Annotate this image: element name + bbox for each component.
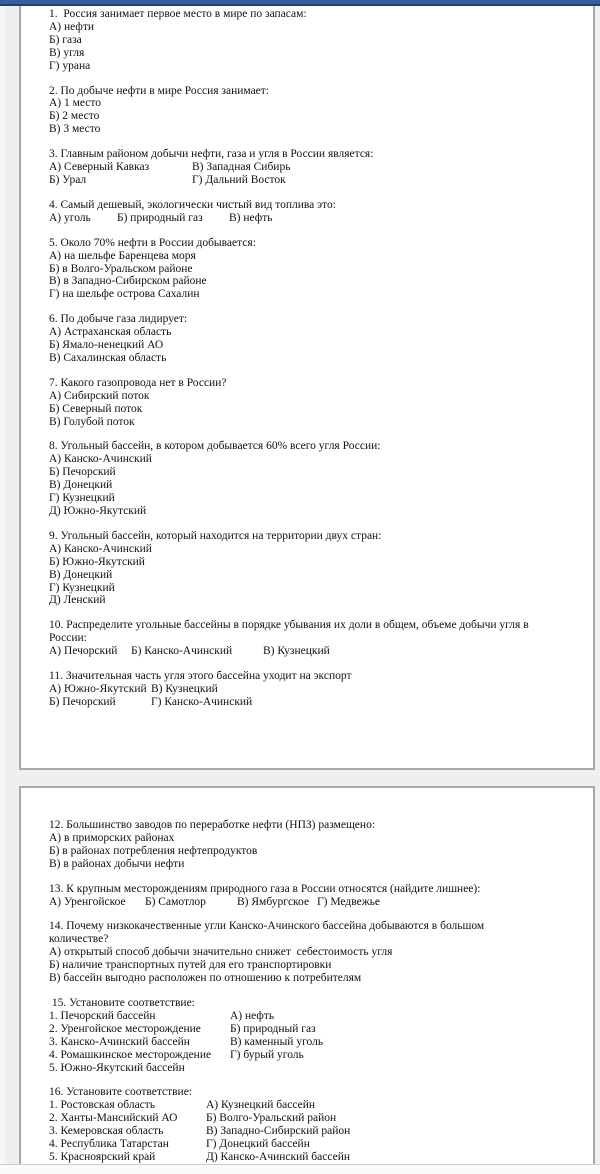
question-line: 5. Около 70% нефти в России добывается: (49, 236, 256, 249)
question-line: 14. Почему низкокачественные угли Канско-Ачинского бассейна добываются в большом (49, 920, 485, 933)
question-line (49, 1125, 581, 1138)
option-cell: 4. Республика Татарстан (49, 1138, 169, 1151)
option-cell: В) Западная Сибирь (192, 161, 291, 174)
question-line: 8. Угольный бассейн, в котором добывается 60% всего угля России: (49, 440, 381, 453)
question-block (49, 997, 581, 1074)
question-line: А) 1 место (49, 97, 102, 110)
option-cell: Г) Донецкий бассейн (206, 1138, 310, 1151)
question-block (49, 920, 581, 985)
question-block (49, 377, 581, 429)
question-line: Г) на шельфе острова Сахалин (49, 288, 200, 301)
document-page-1 (19, 6, 595, 770)
question-line: 3. Главным районом добычи нефти, газа и угля в России является: (49, 148, 374, 161)
page-1-content (21, 6, 593, 709)
option-cell: Б) Печорский (49, 695, 116, 708)
option-cell: В) нефть (229, 211, 273, 224)
question-line: В) в районах добычи нефти (49, 857, 185, 870)
option-cell: Б) природный газ (117, 211, 203, 224)
question-line: Д) Южно-Якутский (49, 505, 147, 517)
question-line: Б) Ямало-ненецкий АО (49, 339, 164, 352)
question-block (49, 440, 581, 517)
question-line: России: (49, 632, 87, 645)
question-block (49, 819, 581, 871)
question-line: 1. Россия занимает первое место в мире по запасам: (49, 8, 307, 20)
option-cell: А) Уренгойское (49, 895, 126, 908)
question-line (49, 212, 581, 225)
question-line: Б) Южно-Якутский (49, 555, 145, 568)
question-line (49, 696, 581, 709)
question-block (49, 85, 581, 137)
question-block (49, 237, 581, 302)
question-line: Г) Кузнецкий (49, 492, 115, 505)
question-line: 12. Большинство заводов по переработке нефти (НПЗ) размещено: (49, 819, 376, 831)
question-line: 4. Самый дешевый, экологически чистый вид топлива это: (49, 198, 336, 211)
option-cell: В) каменный уголь (230, 1035, 324, 1048)
question-line (49, 1112, 581, 1125)
question-line: А) на шельфе Баренцева моря (49, 249, 196, 262)
option-cell: 2. Ханты-Мансийский АО (49, 1112, 178, 1125)
question-line: 10. Распределите угольные бассейны в порядке убывания их доли в общем, объеме добычи угля в (49, 619, 529, 632)
question-line: А) Астраханская область (49, 326, 172, 339)
question-line (49, 1036, 581, 1049)
option-cell: А) уголь (49, 211, 91, 224)
question-line (49, 1099, 581, 1112)
question-line: В) Донецкий (49, 568, 113, 581)
option-cell: Б) Урал (49, 173, 87, 186)
question-line (49, 1138, 581, 1151)
question-line: Д) Ленский (49, 594, 106, 607)
question-line (49, 1010, 581, 1023)
question-line: Б) Печорский (49, 466, 116, 479)
question-line: 6. По добыче газа лидирует: (49, 313, 188, 326)
question-block (49, 883, 581, 909)
question-line: А) в приморских районах (49, 831, 175, 844)
option-cell: А) Печорский (49, 645, 118, 658)
horizontal-scrollbar-track[interactable] (0, 1164, 600, 1174)
question-line: количестве? (49, 933, 109, 946)
question-line: В) 3 место (49, 123, 101, 136)
option-cell: В) Кузнецкий (151, 682, 218, 695)
question-line: В) угля (49, 46, 85, 59)
option-cell: В) Западно-Сибирский район (206, 1125, 351, 1138)
question-line: Г) урана (49, 59, 91, 72)
question-line: А) Канско-Ачинский (49, 542, 152, 555)
option-cell: Г) Дальний Восток (192, 173, 286, 186)
question-block (49, 8, 581, 73)
option-cell: Д) Канско-Ачинский бассейн (206, 1150, 351, 1163)
question-line: 11. Значительная часть угля этого бассейна уходит на экспорт (49, 670, 352, 683)
question-line: Б) наличие транспортных путей для его транспортировки (49, 959, 332, 972)
option-cell: А) Южно-Якутский (49, 682, 147, 695)
question-line: В) Сахалинская область (49, 351, 167, 364)
question-block (49, 670, 581, 709)
question-line: 15. Установите соответствие: (49, 996, 195, 1009)
question-line: А) Сибирский поток (49, 389, 150, 402)
question-line: В) Донецкий (49, 479, 113, 492)
option-cell: 3. Кемеровская область (49, 1125, 164, 1138)
question-line: А) открытый способ добычи значительно снижет себестоимость угля (49, 946, 393, 959)
option-cell: Г) бурый уголь (230, 1048, 304, 1061)
question-line: В) бассейн выгодно расположен по отношению к потребителям (49, 972, 362, 985)
question-line: 2. По добыче нефти в мире Россия занимает: (49, 84, 269, 97)
option-cell: В) Кузнецкий (263, 645, 330, 658)
option-cell: Б) Самотлор (145, 895, 206, 908)
question-line: 16. Установите соответствие: (49, 1086, 193, 1099)
question-line: Б) в Волго-Уральском районе (49, 262, 193, 275)
option-cell: Г) Медвежье (317, 895, 380, 908)
question-block (49, 619, 581, 658)
document-page-2 (19, 786, 595, 1164)
option-cell: 1. Печорский бассейн (49, 1009, 156, 1022)
question-line: А) Канско-Ачинский (49, 453, 152, 466)
question-line: Б) в районах потребления нефтепродуктов (49, 844, 258, 857)
left-gutter (0, 6, 5, 1164)
question-line: В) Голубой поток (49, 415, 135, 428)
question-line (49, 1049, 581, 1062)
option-cell: Г) Канско-Ачинский (151, 695, 253, 708)
question-line (49, 1023, 581, 1036)
question-line: 13. К крупным месторождениям природного газа в России относятся (найдите лишнее): (49, 882, 481, 895)
option-cell: 2. Уренгойское месторождение (49, 1022, 201, 1035)
option-cell: А) Северный Кавказ (49, 161, 150, 174)
question-line: 7. Какого газопровода нет в России? (49, 376, 227, 389)
question-line (49, 645, 581, 658)
question-block (49, 1086, 581, 1163)
question-line (49, 174, 581, 187)
option-cell: Б) Канско-Ачинский (131, 645, 233, 658)
question-line: Г) Кузнецкий (49, 581, 115, 594)
question-block (49, 148, 581, 187)
option-cell: Б) природный газ (230, 1022, 316, 1035)
option-cell: В) Ямбургское (237, 895, 310, 908)
option-cell: 1. Ростовская область (49, 1099, 156, 1112)
question-line: А) нефти (49, 20, 95, 33)
question-line (49, 1151, 581, 1164)
question-line: Б) газа (49, 33, 82, 46)
question-line (49, 683, 581, 696)
question-block (49, 530, 581, 607)
question-line: 9. Угольный бассейн, который находится на территории двух стран: (49, 529, 382, 542)
question-block (49, 199, 581, 225)
question-line: 5. Южно-Якутский бассейн (49, 1061, 185, 1074)
option-cell: А) Кузнецкий бассейн (206, 1099, 316, 1112)
option-cell: 5. Красноярский край (49, 1150, 156, 1163)
question-block (49, 313, 581, 365)
question-line (49, 161, 581, 174)
option-cell: Б) Волго-Уральский район (206, 1112, 337, 1125)
page-2-content (21, 788, 593, 1164)
option-cell: А) нефть (230, 1009, 275, 1022)
question-line: Б) 2 место (49, 110, 100, 123)
question-line (49, 896, 581, 909)
question-line: В) в Западно-Сибирском районе (49, 275, 207, 288)
option-cell: 4. Ромашкинское месторождение (49, 1048, 212, 1061)
option-cell: 3. Канско-Ачинский бассейн (49, 1035, 190, 1048)
question-line: Б) Северный поток (49, 402, 143, 415)
